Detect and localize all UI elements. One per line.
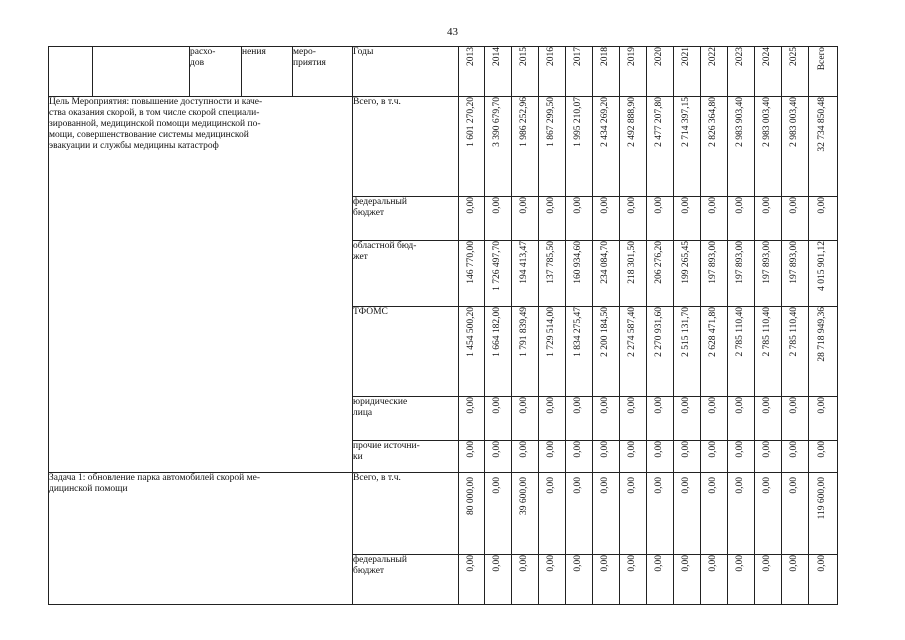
value-cell: 197 893,00 bbox=[755, 241, 782, 307]
value-cell: 0,00 bbox=[728, 441, 755, 473]
year-header: 2020 bbox=[647, 47, 674, 97]
value-cell: 0,00 bbox=[728, 197, 755, 241]
value-cell: 0,00 bbox=[539, 197, 566, 241]
value-cell: 0,00 bbox=[539, 441, 566, 473]
value-cell: 0,00 bbox=[809, 397, 838, 441]
value-cell: 197 893,00 bbox=[701, 241, 728, 307]
value-cell: 0,00 bbox=[593, 473, 620, 555]
value-cell: 1 791 839,49 bbox=[512, 307, 539, 397]
value-cell: 0,00 bbox=[512, 555, 539, 605]
value-cell: 3 390 679,70 bbox=[485, 97, 512, 197]
value-cell: 2 785 110,40 bbox=[728, 307, 755, 397]
value-cell: 2 983 003,40 bbox=[755, 97, 782, 197]
value-cell: 0,00 bbox=[782, 397, 809, 441]
value-cell: 0,00 bbox=[512, 397, 539, 441]
budget-table bbox=[48, 46, 838, 605]
value-cell: 1 834 275,47 bbox=[566, 307, 593, 397]
value-cell: 0,00 bbox=[782, 441, 809, 473]
funding-source-label: Всего, в т.ч. bbox=[353, 97, 459, 197]
year-header: 2014 bbox=[485, 47, 512, 97]
value-cell: 0,00 bbox=[566, 441, 593, 473]
value-cell: 2 826 364,80 bbox=[701, 97, 728, 197]
value-cell: 0,00 bbox=[674, 555, 701, 605]
value-cell: 199 265,45 bbox=[674, 241, 701, 307]
value-cell: 0,00 bbox=[566, 397, 593, 441]
funding-source-label: федеральный бюджет bbox=[353, 197, 459, 241]
value-cell: 197 893,00 bbox=[782, 241, 809, 307]
value-cell: 0,00 bbox=[701, 397, 728, 441]
funding-source-label: юридические лица bbox=[353, 397, 459, 441]
value-cell: 2 492 888,90 bbox=[620, 97, 647, 197]
value-cell: 2 515 131,70 bbox=[674, 307, 701, 397]
value-cell: 0,00 bbox=[728, 473, 755, 555]
value-cell: 160 934,60 bbox=[566, 241, 593, 307]
value-cell: 0,00 bbox=[485, 197, 512, 241]
value-cell: 32 734 850,48 bbox=[809, 97, 838, 197]
value-cell: 0,00 bbox=[755, 197, 782, 241]
value-cell: 0,00 bbox=[755, 473, 782, 555]
value-cell: 194 413,47 bbox=[512, 241, 539, 307]
header-blank-cell bbox=[49, 47, 93, 97]
funding-source-label: областной бюд- жет bbox=[353, 241, 459, 307]
value-cell: 0,00 bbox=[512, 197, 539, 241]
value-cell: 0,00 bbox=[539, 555, 566, 605]
year-header: 2024 bbox=[755, 47, 782, 97]
header-measure: меро- приятия bbox=[293, 47, 353, 97]
value-cell: 1 986 252,96 bbox=[512, 97, 539, 197]
value-cell: 2 983 003,40 bbox=[782, 97, 809, 197]
value-cell: 0,00 bbox=[647, 397, 674, 441]
value-cell: 80 000,00 bbox=[459, 473, 485, 555]
header-expenses: расхо- дов bbox=[190, 47, 242, 97]
value-cell: 218 301,50 bbox=[620, 241, 647, 307]
value-cell: 0,00 bbox=[620, 397, 647, 441]
value-cell: 0,00 bbox=[620, 473, 647, 555]
value-cell: 0,00 bbox=[647, 441, 674, 473]
value-cell: 0,00 bbox=[647, 473, 674, 555]
value-cell: 0,00 bbox=[674, 473, 701, 555]
value-cell: 206 276,20 bbox=[647, 241, 674, 307]
value-cell: 0,00 bbox=[782, 473, 809, 555]
value-cell: 0,00 bbox=[755, 441, 782, 473]
value-cell: 4 015 901,12 bbox=[809, 241, 838, 307]
value-cell: 0,00 bbox=[459, 197, 485, 241]
funding-source-label: ТФОМС bbox=[353, 307, 459, 397]
value-cell: 0,00 bbox=[539, 397, 566, 441]
value-cell: 0,00 bbox=[674, 397, 701, 441]
value-cell: 0,00 bbox=[620, 441, 647, 473]
value-cell: 146 770,00 bbox=[459, 241, 485, 307]
value-cell: 0,00 bbox=[459, 441, 485, 473]
funding-source-label: прочие источни- ки bbox=[353, 441, 459, 473]
value-cell: 0,00 bbox=[485, 441, 512, 473]
value-cell: 0,00 bbox=[593, 555, 620, 605]
value-cell: 1 726 497,70 bbox=[485, 241, 512, 307]
value-cell: 2 785 110,40 bbox=[782, 307, 809, 397]
value-cell: 0,00 bbox=[512, 441, 539, 473]
value-cell: 28 718 949,36 bbox=[809, 307, 838, 397]
value-cell: 0,00 bbox=[755, 555, 782, 605]
value-cell: 0,00 bbox=[539, 473, 566, 555]
value-cell: 1 995 210,07 bbox=[566, 97, 593, 197]
funding-source-label: Всего, в т.ч. bbox=[353, 473, 459, 555]
funding-source-label: федеральный бюджет bbox=[353, 555, 459, 605]
value-cell: 0,00 bbox=[728, 555, 755, 605]
value-cell: 0,00 bbox=[647, 555, 674, 605]
value-cell: 0,00 bbox=[701, 473, 728, 555]
value-cell: 2 477 207,80 bbox=[647, 97, 674, 197]
value-cell: 0,00 bbox=[809, 441, 838, 473]
value-cell: 0,00 bbox=[674, 441, 701, 473]
section-title: Задача 1: обновление парка автомобилей скорой ме- дицинской помощи bbox=[49, 473, 353, 605]
year-header: 2019 bbox=[620, 47, 647, 97]
value-cell: 0,00 bbox=[485, 473, 512, 555]
table-row bbox=[49, 97, 838, 197]
value-cell: 0,00 bbox=[728, 397, 755, 441]
value-cell: 0,00 bbox=[485, 555, 512, 605]
year-header: 2025 bbox=[782, 47, 809, 97]
value-cell: 2 200 184,50 bbox=[593, 307, 620, 397]
value-cell: 0,00 bbox=[782, 197, 809, 241]
value-cell: 0,00 bbox=[674, 197, 701, 241]
value-cell: 1 664 182,00 bbox=[485, 307, 512, 397]
year-header: 2021 bbox=[674, 47, 701, 97]
page-number: 43 bbox=[447, 26, 458, 38]
year-header: 2023 bbox=[728, 47, 755, 97]
value-cell: 0,00 bbox=[566, 197, 593, 241]
value-cell: 0,00 bbox=[593, 441, 620, 473]
value-cell: 2 270 931,60 bbox=[647, 307, 674, 397]
table-row bbox=[49, 473, 838, 555]
value-cell: 2 434 269,20 bbox=[593, 97, 620, 197]
year-header: 2022 bbox=[701, 47, 728, 97]
value-cell: 1 729 514,00 bbox=[539, 307, 566, 397]
year-header: 2013 bbox=[459, 47, 485, 97]
year-header: 2017 bbox=[566, 47, 593, 97]
value-cell: 1 867 299,50 bbox=[539, 97, 566, 197]
value-cell: 0,00 bbox=[593, 397, 620, 441]
value-cell: 0,00 bbox=[485, 397, 512, 441]
section-title: Цель Мероприятия: повышение доступности и каче- ства оказания скорой, в том числе скорой специали- зированной, медицинской помощи медицинской по- мощи, совершенствование системы медицинской эвакуации и службы медицины катастроф bbox=[49, 97, 353, 473]
years-label: Годы bbox=[353, 47, 459, 97]
value-cell: 0,00 bbox=[647, 197, 674, 241]
value-cell: 39 600,00 bbox=[512, 473, 539, 555]
value-cell: 2 274 587,40 bbox=[620, 307, 647, 397]
value-cell: 0,00 bbox=[620, 555, 647, 605]
value-cell: 1 601 270,20 bbox=[459, 97, 485, 197]
header-execution: нения bbox=[242, 47, 293, 97]
year-header: 2015 bbox=[512, 47, 539, 97]
value-cell: 0,00 bbox=[459, 555, 485, 605]
header-blank-cell bbox=[93, 47, 190, 97]
value-cell: 0,00 bbox=[701, 555, 728, 605]
value-cell: 119 600,00 bbox=[809, 473, 838, 555]
value-cell: 0,00 bbox=[755, 397, 782, 441]
value-cell: 0,00 bbox=[459, 397, 485, 441]
value-cell: 197 893,00 bbox=[728, 241, 755, 307]
year-header: 2016 bbox=[539, 47, 566, 97]
year-header: 2018 bbox=[593, 47, 620, 97]
value-cell: 0,00 bbox=[620, 197, 647, 241]
value-cell: 137 785,50 bbox=[539, 241, 566, 307]
value-cell: 2 714 397,15 bbox=[674, 97, 701, 197]
value-cell: 2 983 903,40 bbox=[728, 97, 755, 197]
value-cell: 0,00 bbox=[809, 555, 838, 605]
value-cell: 2 785 110,40 bbox=[755, 307, 782, 397]
value-cell: 0,00 bbox=[701, 441, 728, 473]
year-header: Всего bbox=[809, 47, 838, 97]
value-cell: 0,00 bbox=[782, 555, 809, 605]
value-cell: 2 628 471,80 bbox=[701, 307, 728, 397]
value-cell: 0,00 bbox=[593, 197, 620, 241]
value-cell: 0,00 bbox=[566, 473, 593, 555]
value-cell: 1 454 500,20 bbox=[459, 307, 485, 397]
value-cell: 234 084,70 bbox=[593, 241, 620, 307]
value-cell: 0,00 bbox=[809, 197, 838, 241]
value-cell: 0,00 bbox=[566, 555, 593, 605]
value-cell: 0,00 bbox=[701, 197, 728, 241]
